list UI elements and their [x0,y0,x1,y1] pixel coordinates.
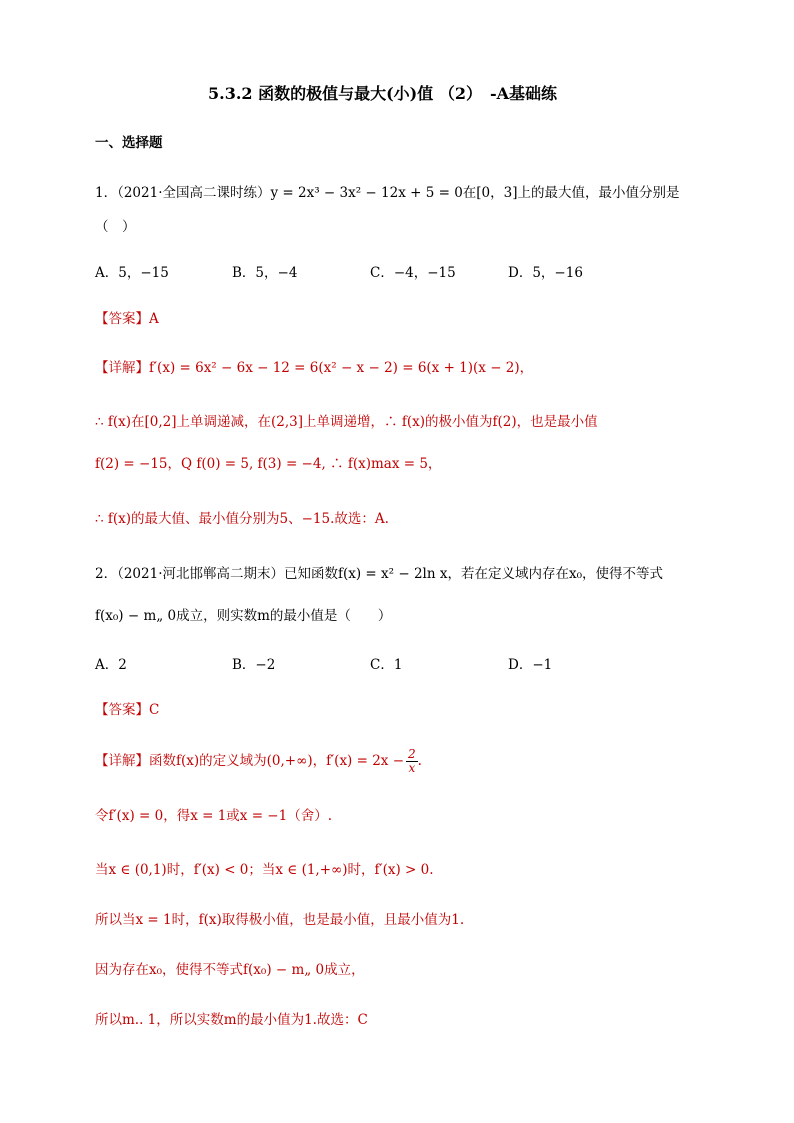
q1-option-a: A．5，−15 [95,265,169,281]
q1-paren: （ ） [95,219,136,235]
q1-option-c: C．−4，−15 [370,265,456,281]
page-title: 5.3.2 函数的极值与最大(小)值 （2） -A基础练 [208,84,558,103]
fraction-numerator: 2 [408,747,416,761]
q2-detail-1-end: . [417,753,422,769]
fraction-2-over-x [406,748,418,775]
q1-option-d: D．5，−16 [508,265,583,281]
q2-detail-2: 令f′(x) = 0，得x = 1或x = −1（舍）. [95,808,332,824]
q2-answer: 【答案】C [95,702,160,718]
section-heading: 一、选择题 [95,135,163,151]
q1-answer: 【答案】A [95,311,159,327]
q1-detail-3: f(2) = −15，Q f(0) = 5, f(3) = −4, ∴ f(x)max = 5， [95,456,442,472]
q1-detail-4: ∴ f(x)的最大值、最小值分别为5、−15.故选：A. [95,511,389,527]
q2-option-b: B．−2 [232,657,276,673]
q1-detail-1: 【详解】f′(x) = 6x² − 6x − 12 = 6(x² − x − 2) = 6(x + 1)(x − 2)， [95,360,534,376]
q1-detail-2: ∴ f(x)在[0,2]上单调递减，在(2,3]上单调递增，∴ f(x)的极小值为f(2)，也是最小值 [95,414,598,430]
q2-detail-6: 所以m.. 1，所以实数m的最小值为1.故选：C [95,1012,368,1028]
q2-detail-1-text: 【详解】函数f(x)的定义域为(0,+∞)，f′(x) = 2x − [95,753,405,769]
q2-detail-3: 当x ∈ (0,1)时，f′(x) < 0；当x ∈ (1,+∞)时，f′(x) > 0. [95,862,434,878]
q1-stem: 1．（2021·全国高二课时练）y = 2x³ − 3x² − 12x + 5 = 0在[0，3]上的最大值，最小值分别是 [95,185,680,201]
q2-stem-2: f(x₀) − m„ 0成立，则实数m的最小值是（ ） [95,608,392,624]
q2-detail-4: 所以当x = 1时，f(x)取得极小值，也是最小值，且最小值为1. [95,912,465,928]
q1-option-b: B．5，−4 [232,265,298,281]
q2-stem-1: 2．（2021·河北邯郸高二期末）已知函数f(x) = x² − 2ln x，若在定义域内存在x₀，使得不等式 [95,566,663,582]
q2-detail-5: 因为存在x₀，使得不等式f(x₀) − m„ 0成立， [95,962,365,978]
fraction-denominator: x [408,761,416,775]
q2-option-d: D．−1 [508,657,553,673]
q2-option-a: A．2 [95,657,127,673]
q2-detail-1 [95,748,422,775]
q2-option-c: C．1 [370,657,403,673]
